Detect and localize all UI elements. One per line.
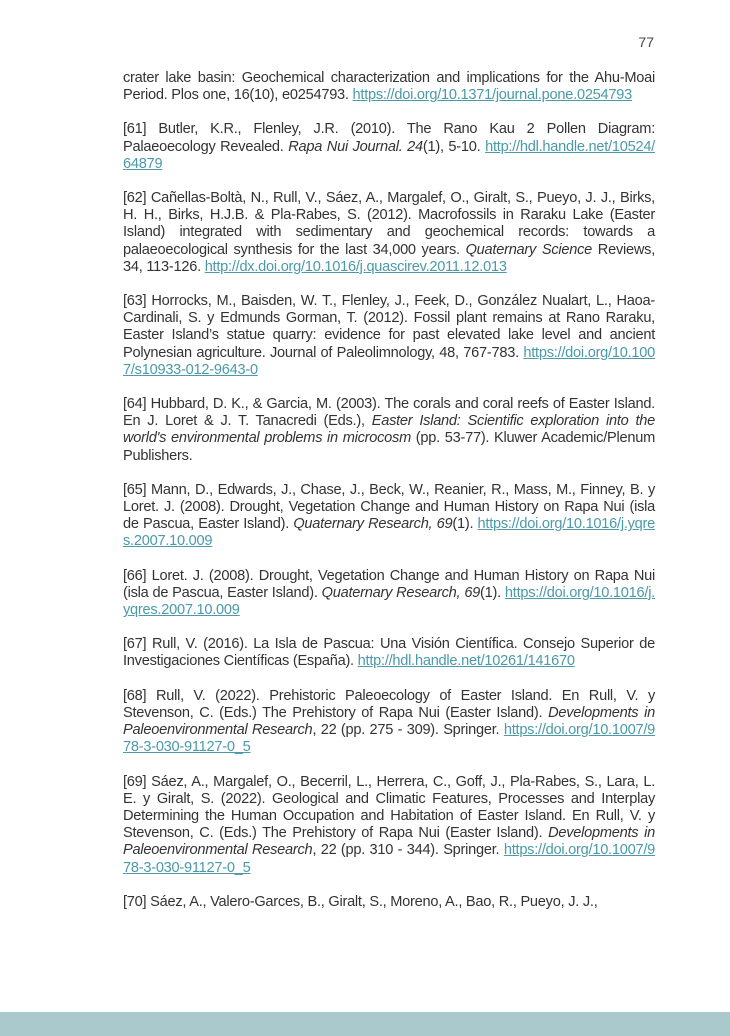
reference-italic-text: Easter Island: Scientific exploration into the world's environmental problems in microcosm (123, 413, 655, 447)
reference-italic-text: Quaternary Science (465, 241, 593, 258)
reference-entry (123, 774, 655, 877)
reference-italic-text: Rapa Nui Journal. 24 (288, 138, 423, 155)
reference-entry (123, 121, 655, 173)
reference-entry (123, 636, 655, 670)
reference-text: , 22 (pp. 275 - 309). Springer. (312, 722, 504, 739)
reference-entry (123, 482, 655, 551)
reference-text: (pp. 53-77). Kluwer Academic/Plenum Publishers. (123, 430, 655, 464)
reference-text: [61] Butler, K.R., Flenley, J.R. (2010). The Rano Kau 2 Pollen Diagram: Palaeoecology Revealed. (123, 121, 655, 155)
reference-text: [66] Loret. J. (2008). Drought, Vegetation Change and Human History on Rapa Nui (isla de Pascua, Easter Island). (123, 567, 655, 601)
reference-entry (123, 894, 655, 911)
reference-link[interactable]: https://doi.org/10.1016/j.yqres.2007.10.009 (123, 584, 655, 619)
reference-text: crater lake basin: Geochemical characterization and implications for the Ahu-Moai Period. Plos one, 16(10), e0254793. (123, 70, 655, 104)
reference-italic-text: Quaternary Research, 69 (293, 516, 453, 533)
reference-text: [68] Rull, V. (2022). Prehistoric Paleoecology of Easter Island. En Rull, V. y Stevenson, C. (Eds.) The Prehistory of Rapa Nui (Easter Island). (123, 687, 655, 721)
reference-text: [69] Sáez, A., Margalef, O., Becerril, L., Herrera, C., Goff, J., Pla-Rabes, S., Lara, L. E. y Giralt, S. (2022). Geological and Climatic Features, Processes and Interplay Determining the Human Occupation and Habitation of Easter Island. En Rull, V. y Stevenson, C. (Eds.) The Prehistory of Rapa Nui (Easter Island). (123, 773, 655, 842)
reference-link[interactable]: http://hdl.handle.net/10524/64879 (123, 138, 655, 172)
reference-link[interactable]: https://doi.org/10.1007/978-3-030-91127-0_5 (123, 722, 655, 756)
reference-text: [70] Sáez, A., Valero-Garces, B., Giralt, S., Moreno, A., Bao, R., Pueyo, J. J., (123, 893, 598, 910)
reference-entry (123, 70, 655, 104)
reference-text: , 22 (pp. 310 - 344). Springer. (312, 842, 504, 859)
reference-entry (123, 293, 655, 379)
reference-link[interactable]: https://doi.org/10.1371/journal.pone.0254793 (352, 87, 633, 104)
reference-text: (1). (452, 516, 478, 533)
page-number: 77 (638, 34, 654, 50)
reference-link[interactable]: https://doi.org/10.1007/978-3-030-91127-0_5 (123, 842, 655, 876)
reference-link[interactable]: https://doi.org/10.1016/j.yqres.2007.10.009 (123, 516, 656, 550)
reference-list (123, 70, 655, 928)
reference-entry (123, 688, 655, 757)
reference-text: [67] Rull, V. (2016). La Isla de Pascua: Una Visión Científica. Consejo Superior de Investigaciones Científicas (España). (123, 636, 655, 670)
reference-italic-text: Developments in Paleoenvironmental Research (123, 825, 655, 859)
reference-link[interactable]: http://dx.doi.org/10.1016/j.quascirev.2011.12.013 (204, 258, 507, 275)
footer-band (0, 1012, 730, 1036)
reference-text: Reviews, 34, 113-126. (123, 241, 655, 275)
reference-italic-text: Quaternary Research, 69 (321, 584, 481, 601)
reference-entry (123, 568, 655, 620)
reference-text: [62] Cañellas-Boltà, N., Rull, V., Sáez, A., Margalef, O., Giralt, S., Pueyo, J. J., Birks, H. H., Birks, H.J.B. & Pla-Rabes, S. (2012). Macrofossils in Raraku Lake (Easter Island) integrated with sedimentary and geochemical records: towards a palaeoecological synthesis for the last 34,000 years. (123, 190, 655, 258)
reference-entry (123, 396, 655, 465)
reference-italic-text: Developments in Paleoenvironmental Research (123, 704, 655, 739)
reference-entry (123, 190, 655, 276)
reference-text: [65] Mann, D., Edwards, J., Chase, J., Beck, W., Reanier, R., Mass, M., Finney, B. y Loret. J. (2008). Drought, Vegetation Change and Human History on Rapa Nui (isla de Pascua, Easter Island). (123, 481, 655, 533)
reference-link[interactable]: https://doi.org/10.1007/s10933-012-9643-0 (123, 344, 655, 378)
reference-link[interactable]: http://hdl.handle.net/10261/141670 (357, 653, 575, 670)
reference-text: (1), 5-10. (422, 138, 486, 155)
reference-text: [63] Horrocks, M., Baisden, W. T., Flenley, J., Feek, D., González Nualart, L., Haoa-Cardinali, S. y Edmunds Gorman, T. (2012). Fossil plant remains at Rano Raraku, Easter Island’s statue quarry: evidence for past elevated lake level and ancient Polynesian agriculture. Journal of Paleolimnology, 48, 767-783. (123, 293, 655, 361)
reference-text: (1). (480, 584, 505, 601)
reference-text: [64] Hubbard, D. K., & Garcia, M. (2003). The corals and coral reefs of Easter Island. En J. Loret & J. T. Tanacredi (Eds.), (123, 396, 655, 430)
